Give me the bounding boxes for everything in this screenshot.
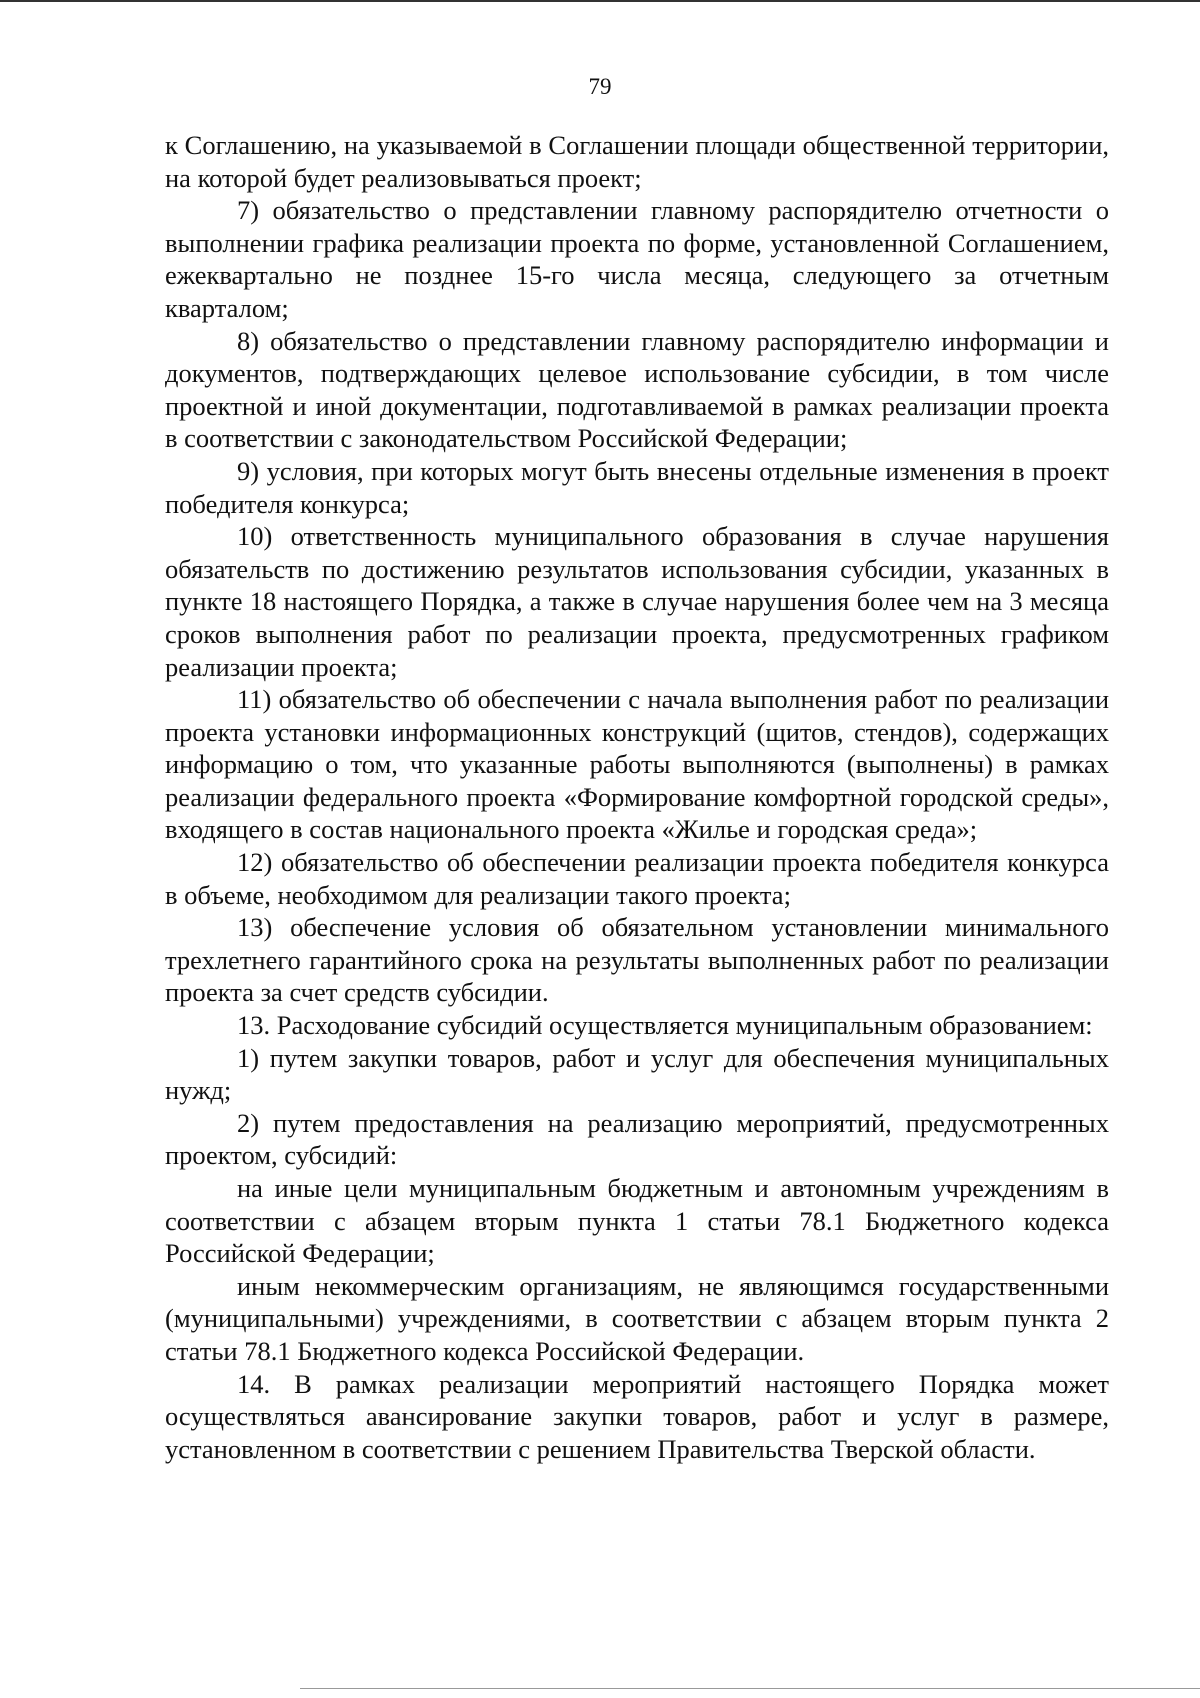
paragraph-item-7: 7) обязательство о представлении главному распорядителю отчетности о выполнении графика реализации проекта по форме, установленной Соглашением, ежеквартально не позднее 15-го числа месяца, следующего за отчетным кварталом; <box>165 195 1109 323</box>
paragraph-item-12: 12) обязательство об обеспечении реализации проекта победителя конкурса в объеме, необходимом для реализации такого проекта; <box>165 847 1109 910</box>
paragraph-item-10: 10) ответственность муниципального образования в случае нарушения обязательств по достижению результатов использования субсидии, указанных в пункте 18 настоящего Порядка, а также в случае нарушения более чем на 3 месяца сроков выполнения работ по реализации проекта, предусмотренных графиком реализации проекта; <box>165 521 1109 682</box>
paragraph-item-9: 9) условия, при которых могут быть внесены отдельные изменения в проект победителя конкурса; <box>165 455 1109 519</box>
paragraph-budget-institutions: на иные цели муниципальным бюджетным и автономным учреждениям в соответствии с абзацем вторым пункта 1 статьи 78.1 Бюджетного кодекса Российской Федерации; <box>165 1173 1109 1269</box>
page-number: 79 <box>588 74 612 99</box>
document-body <box>165 129 1109 1465</box>
paragraph-item-8: 8) обязательство о представлении главному распорядителю информации и документов, подтверждающих целевое использование субсидии, в том числе проектной и иной документации, подготавливаемой в рамках реализации проекта в соответствии с законодательством Российской Федерации; <box>165 325 1109 454</box>
paragraph-section-14: 14. В рамках реализации мероприятий настоящего Порядка может осуществляться авансирование закупки товаров, работ и услуг в размере, установленном в соответствии с решением Правительства Тверской области. <box>165 1368 1109 1464</box>
paragraph-subitem-2: 2) путем предоставления на реализацию мероприятий, предусмотренных проектом, субсидий: <box>165 1107 1109 1171</box>
scan-bottom-edge <box>300 1688 1200 1689</box>
paragraph-subitem-1: 1) путем закупки товаров, работ и услуг для обеспечения муниципальных нужд; <box>165 1042 1109 1106</box>
paragraph-continuation: к Соглашению, на указываемой в Соглашении площади общественной территории, на которой будет реализовываться проект; <box>165 130 1109 193</box>
scan-top-edge <box>0 0 1200 2</box>
paragraph-item-13: 13) обеспечение условия об обязательном установлении минимального трехлетнего гарантийного срока на результаты выполненных работ по реализации проекта за счет средств субсидии. <box>165 912 1109 1008</box>
paragraph-nonprofit-organizations: иным некоммерческим организациям, не являющимся государственными (муниципальными) учреждениями, в соответствии с абзацем вторым пункта 2 статьи 78.1 Бюджетного кодекса Российской Федерации. <box>165 1270 1109 1366</box>
paragraph-section-13: 13. Расходование субсидий осуществляется муниципальным образованием: <box>237 1010 1093 1041</box>
paragraph-item-11: 11) обязательство об обеспечении с начала выполнения работ по реализации проекта установки информационных конструкций (щитов, стендов), содержащих информацию о том, что указанные работы выполняются (выполнены) в рамках реализации федерального проекта «Формирование комфортной городской среды», входящего в состав национального проекта «Жилье и городская среда»; <box>165 684 1109 845</box>
